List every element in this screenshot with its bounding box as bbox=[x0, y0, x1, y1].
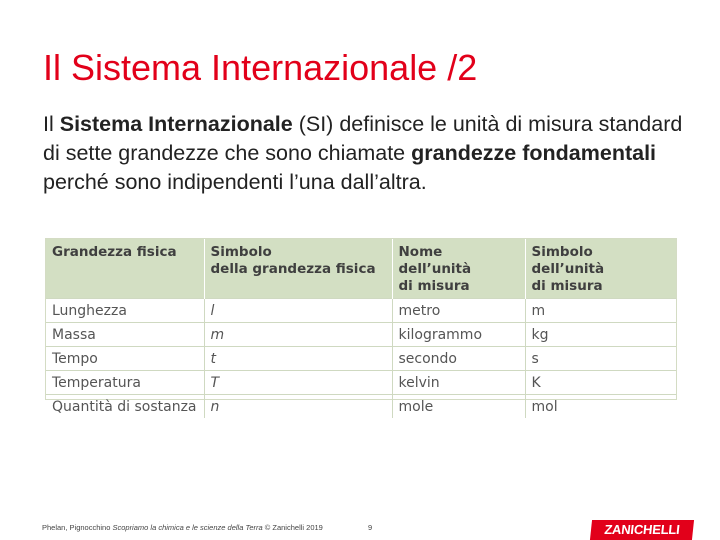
footer-citation: Phelan, Pignocchino Scopriamo la chimica e le scienze della Terra © Zanichelli 2019 bbox=[42, 523, 323, 532]
footer-book-title: Scopriamo la chimica e le scienze della Terra bbox=[112, 523, 263, 532]
cell-unit-name: kilogrammo bbox=[392, 323, 525, 347]
intro-text: Il bbox=[43, 112, 60, 136]
cell-unit-name: kelvin bbox=[392, 371, 525, 395]
cell-quantity-symbol: t bbox=[204, 347, 392, 371]
cell-quantity-symbol: n bbox=[204, 395, 392, 419]
column-header-simbolo-unita: Simbolo dell’unità di misura bbox=[525, 239, 676, 299]
cell-unit-symbol: m bbox=[525, 299, 676, 323]
cell-quantity: Temperatura bbox=[46, 371, 204, 395]
cell-quantity: Tempo bbox=[46, 347, 204, 371]
slide-title: Il Sistema Internazionale /2 bbox=[43, 47, 478, 88]
intro-text: (SI) definisce le unità di misura standard di sette grandezze che sono chiamate bbox=[43, 112, 683, 165]
column-header-grandezza: Grandezza fisica bbox=[46, 239, 204, 299]
cell-unit-symbol: K bbox=[525, 371, 676, 395]
cell-quantity-symbol: T bbox=[204, 371, 392, 395]
intro-paragraph bbox=[43, 110, 693, 197]
table-row bbox=[46, 323, 676, 347]
column-header-simbolo-grandezza: Simbolo della grandezza fisica bbox=[204, 239, 392, 299]
table-header-row bbox=[46, 239, 676, 299]
cell-unit-name: secondo bbox=[392, 347, 525, 371]
cell-unit-symbol: kg bbox=[525, 323, 676, 347]
cell-quantity-symbol: l bbox=[204, 299, 392, 323]
si-units-table bbox=[46, 239, 676, 418]
table-row bbox=[46, 371, 676, 395]
intro-text: perché sono indipendenti l’una dall’altra. bbox=[43, 170, 427, 194]
column-header-nome-unita: Nome dell’unità di misura bbox=[392, 239, 525, 299]
page-number: 9 bbox=[368, 523, 373, 532]
cell-unit-name: metro bbox=[392, 299, 525, 323]
cell-quantity: Lunghezza bbox=[46, 299, 204, 323]
cell-unit-symbol: s bbox=[525, 347, 676, 371]
units-table-container bbox=[45, 238, 677, 415]
publisher-logo: ZANICHELLI bbox=[590, 520, 694, 540]
intro-bold-term: grandezze fondamentali bbox=[411, 141, 657, 165]
cell-quantity: Quantità di sostanza bbox=[46, 395, 204, 419]
table-row bbox=[46, 395, 676, 419]
cell-quantity-symbol: m bbox=[204, 323, 392, 347]
cell-unit-symbol: mol bbox=[525, 395, 676, 419]
table-row bbox=[46, 347, 676, 371]
cell-unit-name: mole bbox=[392, 395, 525, 419]
table-row bbox=[46, 299, 676, 323]
intro-bold-term: Sistema Internazionale bbox=[59, 112, 293, 136]
cell-quantity: Massa bbox=[46, 323, 204, 347]
